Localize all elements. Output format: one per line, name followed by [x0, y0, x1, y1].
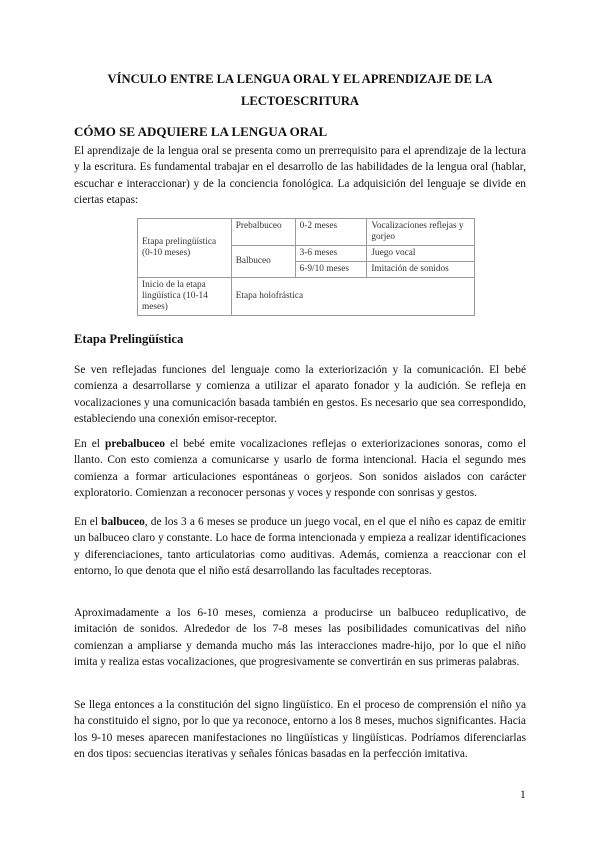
- table-row: [138, 278, 475, 316]
- page-number: 1: [520, 789, 526, 801]
- title-line-1: VÍNCULO ENTRE LA LENGUA ORAL Y EL APRENDIZAJE DE LA: [107, 72, 493, 86]
- title-line-2: LECTOESCRITURA: [240, 94, 360, 108]
- intro-paragraph: El aprendizaje de la lengua oral se presenta como un prerrequisito para el aprendizaje de la lectura y la escritura. Es fundamental trabajar en el desarrollo de las habilidades de la lengua oral (hablar, escuchar e interaccionar) y de la conciencia fonológica. La adquisición del lenguaje se divide en ciertas etapas:: [74, 145, 526, 207]
- prebabbling-term: prebalbuceo: [105, 438, 165, 450]
- paragraph-prebabbling-pre: En el: [74, 438, 106, 450]
- babbling-age-1-cell: 3-6 meses: [295, 246, 367, 262]
- babbling-desc-2-cell: Imitación de sonidos: [367, 262, 475, 278]
- paragraph-babbling: [74, 514, 526, 580]
- document-title: [100, 68, 500, 112]
- prebabbling-desc-cell: Vocalizaciones reflejas y gorjeo: [367, 219, 475, 246]
- table-row: [138, 219, 475, 246]
- paragraph-linguistic-sign: Se llega entonces a la constitución del signo lingüístico. En el proceso de comprensión el niño ya ha constituido el signo, por lo que ya reconoce, entorno a los 8 meses, muchos significantes. Hacia los 9-10 meses aparecen manifestaciones no lingüísticas y lingüísticas. Podríamos diferenciarlas en dos tipos: secuencias iterativas y señales fónicas basadas en la perfección imitativa.: [74, 699, 526, 761]
- babbling-cell: Balbuceo: [231, 246, 295, 278]
- prelinguistic-stage-cell: Etapa prelingüística (0-10 meses): [138, 219, 232, 278]
- paragraph-babbling-post: , de los 3 a 6 meses se produce un juego vocal, en el que el niño es capaz de emitir un balbuceo claro y constante. Lo hace de forma intencionada y empieza a realizar identificaciones y diferenciaciones, tanto articulatorias como auditivas. Además, comienza a reaccionar con el entorno, lo que denota que el niño está desarrollando las facultades receptoras.: [74, 516, 527, 578]
- section-heading: CÓMO SE ADQUIERE LA LENGUA ORAL: [74, 124, 328, 139]
- prebabbling-age-cell: 0-2 meses: [295, 219, 367, 246]
- babbling-term: balbuceo: [101, 516, 145, 528]
- holophrastic-cell: Etapa holofrástica: [231, 278, 474, 316]
- paragraph-babbling-pre: En el: [74, 516, 102, 528]
- paragraph-prebabbling: [74, 436, 526, 502]
- babbling-desc-1-cell: Juego vocal: [367, 246, 475, 262]
- linguistic-stage-cell: Inicio de la etapa lingüística (10-14 meses): [138, 278, 232, 316]
- paragraph-reduplicative: Aproximadamente a los 6-10 meses, comienza a producirse un balbuceo reduplicativo, de imitación de sonidos. Alrededor de los 7-8 meses las posibilidades comunicativas del niño comienzan a ampliarse y demanda mucho más las interacciones madre-hijo, por lo que el niño imita y realiza estas vocalizaciones, que progresivamente se convertirán en sus primeras palabras.: [74, 607, 526, 669]
- language-stages-table: [137, 218, 475, 316]
- paragraph-functions: Se ven reflejadas funciones del lenguaje como la exteriorización y la comunicación. El bebé comienza a desarrollarse y comienza a utilizar el aparato fonador y la audición. Se refleja en vocalizaciones y una comunicación basada también en gestos. Es necesario que sea correspondido, estableciendo una conexión emisor-receptor.: [74, 364, 526, 426]
- paragraph-prebabbling-post: el bebé emite vocalizaciones reflejas o exteriorizaciones sonoras, como el llanto. Con esto comienza a comunicarse y usarlo de forma intencional. Hacia el segundo mes comienza a formar articulaciones espontáneas o gorjeos. Son sonidos aislados con carácter exploratorio. Comienzan a reconocer personas y voces y responde con sonrisas y gestos.: [74, 438, 526, 500]
- prebabbling-cell: Prebalbuceo: [231, 219, 295, 246]
- prelinguistic-subheading: Etapa Prelingüística: [74, 332, 184, 346]
- babbling-age-2-cell: 6-9/10 meses: [295, 262, 367, 278]
